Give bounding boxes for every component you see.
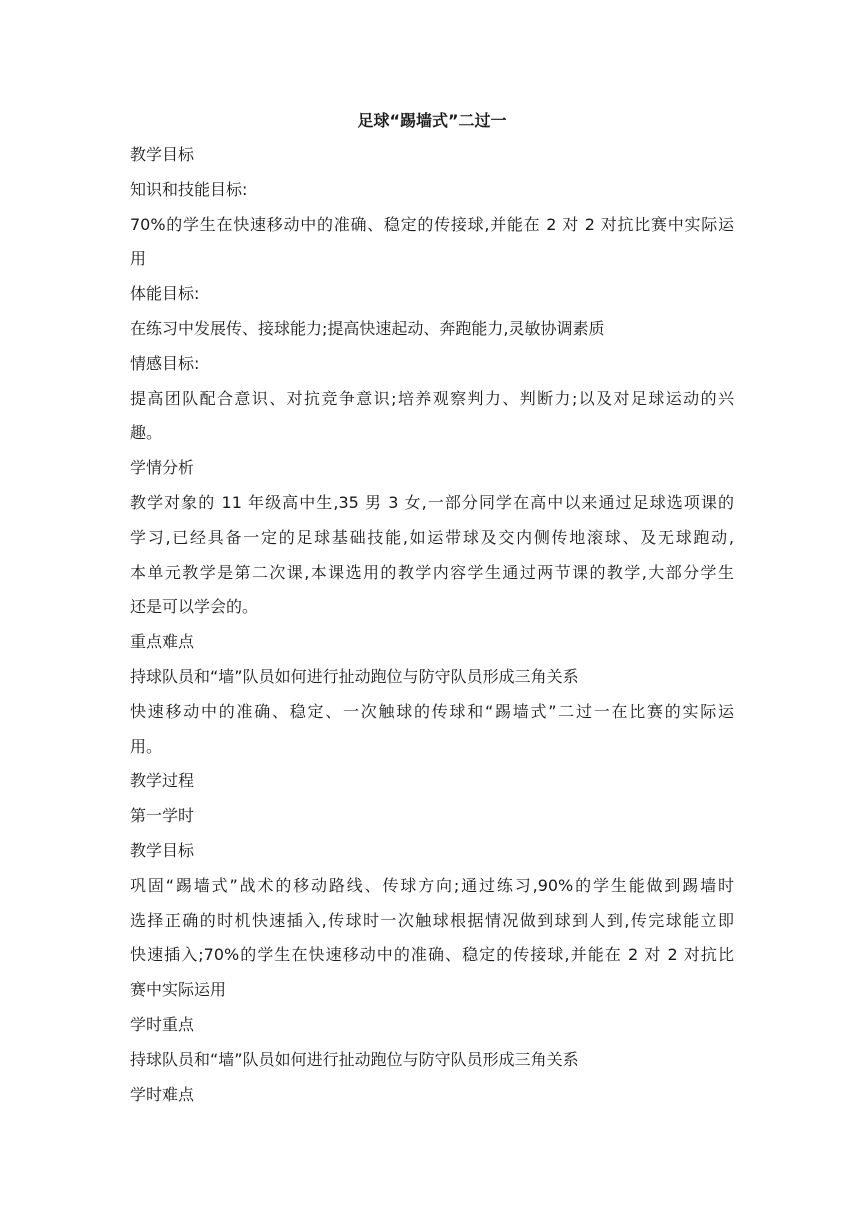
fitness-goal-label: 体能目标: — [130, 284, 200, 304]
text-line: 学习,已经具备一定的足球基础技能,如运带球及交内侧传地滚球、及无球跑动, — [130, 527, 734, 547]
knowledge-skill-goal-label: 知识和技能目标: — [130, 179, 248, 199]
text-line: 巩固“踢墙式”战术的移动路线、传球方向;通过练习,90%的学生能做到踢墙时 — [130, 875, 734, 895]
document-title: 足球“踢墙式”二过一 — [357, 111, 507, 130]
student-analysis-text — [130, 486, 734, 625]
section-heading-teaching-process: 教学过程 — [130, 771, 195, 791]
section-heading-key-difficulty: 重点难点 — [130, 632, 195, 652]
text-line: 趣。 — [130, 423, 163, 443]
text-line: 用。 — [130, 736, 163, 756]
difficulty-text — [130, 695, 734, 765]
lesson-goal-heading: 教学目标 — [130, 840, 195, 860]
emotion-goal-label: 情感目标: — [130, 353, 200, 373]
text-line: 本单元教学是第二次课,本课选用的教学内容学生通过两节课的教学,大部分学生 — [130, 562, 734, 582]
section-heading-student-analysis: 学情分析 — [130, 458, 195, 478]
emotion-goal-text — [130, 382, 734, 452]
text-line: 用 — [130, 249, 147, 269]
lesson-goal-text — [130, 869, 734, 1008]
key-point-text: 持球队员和“墙”队员如何进行扯动跑位与防守队员形成三角关系 — [130, 666, 579, 686]
text-line: 赛中实际运用 — [130, 980, 227, 1000]
fitness-goal-text: 在练习中发展传、接球能力;提高快速起动、奔跑能力,灵敏协调素质 — [130, 318, 605, 338]
text-line: 提高团队配合意识、对抗竞争意识;培养观察判力、判断力;以及对足球运动的兴 — [130, 388, 734, 408]
section-heading-teaching-goals: 教学目标 — [130, 145, 195, 164]
text-line: 教学对象的 11 年级高中生,35 男 3 女,一部分同学在高中以来通过足球选项课的 — [130, 492, 734, 512]
lesson-difficulty-heading: 学时难点 — [130, 1084, 195, 1104]
lesson-label: 第一学时 — [130, 806, 195, 826]
knowledge-skill-goal-text — [130, 208, 734, 278]
document-body — [130, 103, 734, 1112]
text-line: 70%的学生在快速移动中的准确、稳定的传接球,并能在 2 对 2 对抗比赛中实际运 — [130, 214, 734, 234]
text-line: 快速插入;70%的学生在快速移动中的准确、稳定的传接球,并能在 2 对 2 对抗比 — [130, 945, 734, 965]
text-line: 选择正确的时机快速插入,传球时一次触球根据情况做到球到人到,传完球能立即 — [130, 910, 734, 930]
lesson-key-text: 持球队员和“墙”队员如何进行扯动跑位与防守队员形成三角关系 — [130, 1049, 579, 1069]
text-line: 快速移动中的准确、稳定、一次触球的传球和“踢墙式”二过一在比赛的实际运 — [130, 701, 734, 721]
text-line: 还是可以学会的。 — [130, 597, 259, 617]
lesson-key-heading: 学时重点 — [130, 1014, 195, 1034]
